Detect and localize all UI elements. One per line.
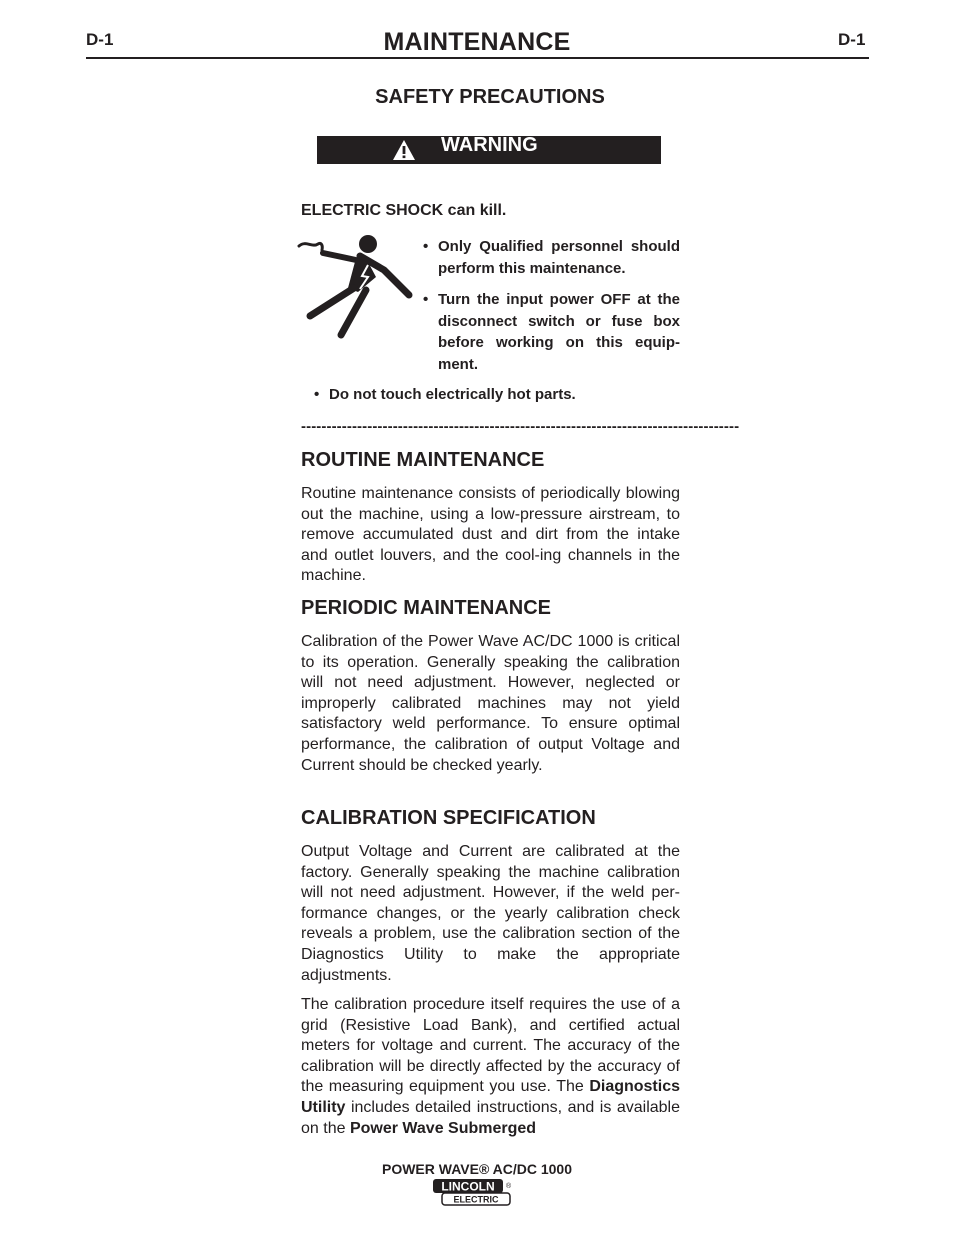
electric-shock-figure-icon — [296, 232, 416, 352]
footer-model: POWER WAVE® AC/DC 1000 — [381, 1161, 573, 1177]
dashed-separator: -------------------------------------------------------------------------------------- — [301, 418, 740, 435]
list-item: • Only Qualified personnel should perform this maintenance. — [423, 236, 680, 279]
periodic-paragraph: Calibration of the Power Wave AC/DC 1000 is critical to its operation. Generally speaking the calibration will not need adjustment. However, neglected or improperly calibrated machines may not yield satisfactory weld performance. To ensure optimal performance, the calibration of output Voltage and Current should be checked yearly. — [301, 633, 680, 774]
calibration-paragraph-1: Output Voltage and Current are calibrated at the factory. Generally speaking the machine calibration will not need adjustment. However, if the weld per-formance changes, or the yearly calibration check reveals a problem, use the calibration section of the Diagnostics Utility to make the appropriate adjustments. — [301, 843, 680, 984]
warning-triangle-icon — [392, 139, 416, 166]
shock-bullet-extra-text: Do not touch electrically hot parts. — [329, 386, 576, 403]
power-wave-submerged-term: Power Wave Submerged — [349, 1119, 537, 1137]
routine-heading: ROUTINE MAINTENANCE — [301, 449, 545, 471]
periodic-heading: PERIODIC MAINTENANCE — [301, 597, 552, 619]
calibration-text-b: includes detailed instructions, and is available on the — [301, 1098, 680, 1137]
shock-bullet-list — [423, 236, 680, 385]
warning-label: WARNING — [441, 134, 538, 156]
lincoln-electric-logo — [432, 1178, 512, 1213]
logo-top-text: LINCOLN — [441, 1179, 495, 1194]
logo-bottom-text: ELECTRIC — [453, 1194, 499, 1205]
calibration-paragraph-2 — [301, 995, 680, 1139]
calibration-text-a: The calibration procedure itself requires the use of a grid (Resistive Load Bank), and certified actual meters for voltage and current. The accuracy of the calibration will be directly affected by the accuracy of the measuring equipment you use. The — [301, 996, 680, 1096]
calibration-heading: CALIBRATION SPECIFICATION — [301, 807, 596, 829]
logo-mark: ® — [506, 1183, 512, 1190]
page-code-left: D-1 — [86, 30, 114, 49]
header-rule — [86, 57, 869, 59]
warning-bar — [317, 136, 661, 164]
list-item: • Turn the input power OFF at the disconnect switch or fuse box before working on this equip-ment. — [423, 289, 680, 375]
bullet-dot: • — [314, 386, 320, 403]
safety-heading: SAFETY PRECAUTIONS — [375, 86, 605, 108]
diagnostics-utility-term: Diagnostics Utility — [301, 1078, 680, 1116]
page-title: MAINTENANCE — [383, 28, 571, 56]
shock-title: ELECTRIC SHOCK can kill. — [301, 202, 507, 219]
page-code-right: D-1 — [838, 30, 866, 49]
routine-paragraph: Routine maintenance consists of periodically blowing out the machine, using a low-pressure airstream, to remove accumulated dust and dirt from the intake and outlet louvers, and the cool-ing channels in the machine. — [301, 485, 680, 585]
